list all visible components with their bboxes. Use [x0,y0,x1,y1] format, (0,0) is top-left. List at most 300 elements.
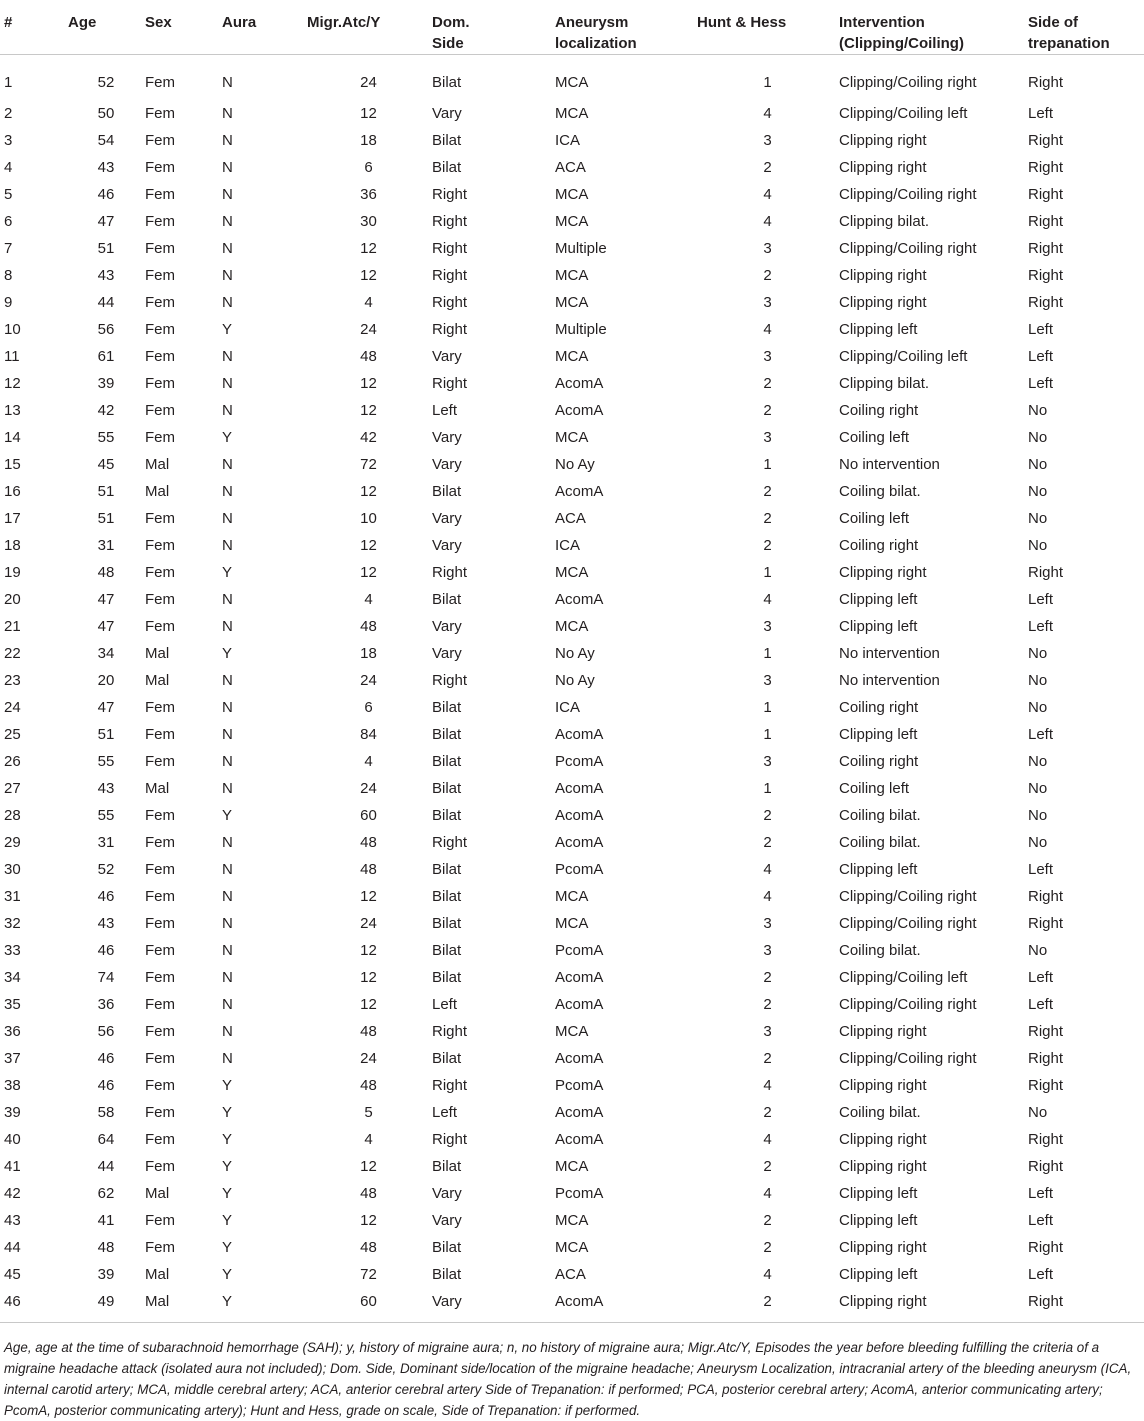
table-row [0,829,1144,856]
table-row [0,559,1144,586]
cell-sex: Fem [145,1104,175,1121]
cell-dominant-side: Right [432,375,468,392]
cell-dominant-side: Vary [432,456,462,473]
cell-migraine-attacks: 72 [360,1266,377,1283]
cell-aneurysm-localization: Multiple [555,240,607,257]
cell-aneurysm-localization: AcomA [555,402,604,419]
cell-intervention: Clipping right [839,1158,927,1175]
cell-trepanation-side: Right [1028,240,1064,257]
cell-number: 27 [4,780,21,797]
table-row [0,289,1144,316]
cell-migraine-attacks: 4 [364,591,373,608]
cell-dominant-side: Right [432,186,468,203]
cell-migraine-attacks: 4 [364,1131,373,1148]
cell-number: 17 [4,510,21,527]
cell-intervention: Clipping left [839,321,918,338]
cell-migraine-attacks: 12 [360,996,377,1013]
cell-intervention: Clipping left [839,1185,918,1202]
cell-migraine-attacks: 12 [360,888,377,905]
cell-aneurysm-localization: AcomA [555,1050,604,1067]
cell-trepanation-side: Left [1028,1266,1054,1283]
cell-aura: Y [222,1077,233,1094]
cell-migraine-attacks: 84 [360,726,377,743]
cell-aneurysm-localization: MCA [555,294,589,311]
cell-dominant-side: Right [432,1077,468,1094]
table-row [0,964,1144,991]
cell-intervention: No intervention [839,645,940,662]
cell-aneurysm-localization: AcomA [555,834,604,851]
cell-age: 20 [97,672,115,689]
cell-hunt-hess: 1 [763,645,772,662]
table-row [0,127,1144,154]
cell-aneurysm-localization: AcomA [555,996,604,1013]
header-age-label: Age [68,14,97,31]
table-row [0,1126,1144,1153]
header-cell-migraine-attacks [307,0,430,55]
cell-intervention: Clipping right [839,1239,927,1256]
table-row [0,586,1144,613]
cell-dominant-side: Vary [432,537,462,554]
table-row [0,1018,1144,1045]
cell-sex: Fem [145,429,175,446]
header-intervention-line1: Intervention [839,14,925,31]
cell-aneurysm-localization: AcomA [555,807,604,824]
cell-migraine-attacks: 4 [364,294,373,311]
cell-hunt-hess: 3 [763,942,772,959]
header-dominant-side-line2: Side [432,35,464,52]
cell-dominant-side: Bilat [432,159,462,176]
cell-trepanation-side: Right [1028,1158,1064,1175]
cell-sex: Fem [145,402,175,419]
cell-number: 11 [4,348,20,365]
cell-trepanation-side: No [1028,834,1048,851]
cell-migraine-attacks: 60 [360,807,377,824]
header-sex-label: Sex [145,14,172,31]
cell-aura: N [222,375,233,392]
header-trepanation-line2: trepanation [1028,35,1110,52]
cell-aneurysm-localization: MCA [555,618,589,635]
cell-number: 5 [4,186,13,203]
cell-trepanation-side: No [1028,645,1048,662]
cell-number: 36 [4,1023,21,1040]
cell-intervention: Coiling bilat. [839,807,921,824]
cell-sex: Fem [145,1023,175,1040]
cell-aneurysm-localization: AcomA [555,1288,697,1323]
cell-hunt-hess: 2 [763,267,772,284]
header-cell-age [67,0,145,55]
cell-trepanation-side: Right [1027,1288,1144,1323]
cell-number: 43 [4,1212,21,1229]
cell-aura: Y [222,564,233,581]
cell-age: 46 [97,1077,115,1094]
cell-aura: Y [222,1158,233,1175]
cell-intervention: Clipping/Coiling left [839,969,968,986]
cell-aura: Y [222,1104,233,1121]
cell-hunt-hess: 2 [763,537,772,554]
cell-trepanation-side: Left [1028,726,1054,743]
cell-age: 56 [97,321,115,338]
cell-hunt-hess: 3 [763,1023,772,1040]
cell-intervention: Clipping/Coiling right [839,186,977,203]
table-footnote: Age, age at the time of subarachnoid hemorrhage (SAH); y, history of migraine aura; n, no history of migraine aura; Migr.Atc/Y, Episodes the year before bleeding fulfilling the criteria of a migraine headache attack (isolated aura not included); Dom. Side, Dominant side/location of the migraine headache; Aneurysm Localization, intracranial artery of the bleeding aneurysm (ICA, internal carotid artery; MCA, middle cerebral artery; ACA, anterior cerebral artery Side of Trepanation: if performed; PCA, posterior cerebral artery; AcomA, anterior communicating artery; PcomA, posterior communicating artery); Hunt and Hess, grade on scale, Side of Trepanation: if performed. [4,1340,1132,1418]
cell-age: 51 [97,726,115,743]
cell-aura: N [222,456,233,473]
table-row [0,1180,1144,1207]
cell-number: 19 [4,564,21,581]
table-row [0,802,1144,829]
cell-dominant-side: Bilat [432,888,462,905]
cell-sex: Fem [145,753,175,770]
cell-aura: Y [222,321,233,338]
cell-dominant-side: Right [432,267,468,284]
cell-hunt-hess: 4 [763,1185,772,1202]
cell-number: 30 [4,861,21,878]
cell-trepanation-side: Left [1028,969,1054,986]
cell-trepanation-side: Left [1028,996,1054,1013]
cell-intervention: Clipping/Coiling right [839,73,977,91]
cell-migraine-attacks: 12 [360,402,377,419]
cell-number: 12 [4,375,21,392]
cell-number: 16 [4,483,21,500]
cell-trepanation-side: Left [1028,321,1054,338]
cell-migraine-attacks: 12 [360,483,377,500]
cell-hunt-hess: 4 [763,186,772,203]
cell-age: 61 [97,348,115,365]
cell-sex: Fem [145,969,175,986]
header-aneurysm-line1: Aneurysm [555,14,629,31]
header-migraine-attacks-label: Migr.Atc/Y [307,14,381,31]
cell-aneurysm-localization: MCA [555,915,589,932]
cell-dominant-side: Right [432,240,468,257]
cell-number: 41 [4,1158,21,1175]
cell-intervention: Clipping right [839,1077,927,1094]
cell-intervention: Clipping bilat. [839,375,930,392]
cell-intervention: Clipping right [839,564,927,581]
cell-intervention: Clipping left [839,726,918,743]
cell-sex: Fem [145,888,175,905]
cell-aneurysm-localization: MCA [555,1212,589,1229]
cell-trepanation-side: Left [1028,1212,1054,1229]
cell-trepanation-side: Right [1028,186,1064,203]
cell-age: 44 [97,1158,115,1175]
cell-intervention: Clipping left [839,861,918,878]
cell-aneurysm-localization: AcomA [555,591,604,608]
cell-number: 37 [4,1050,21,1067]
cell-trepanation-side: Right [1028,294,1064,311]
cell-intervention: Clipping/Coiling right [839,915,977,932]
cell-aura: Y [222,1212,233,1229]
cell-trepanation-side: Right [1028,73,1064,91]
cell-migraine-attacks: 12 [360,375,377,392]
header-cell-trepanation-side [1027,0,1144,55]
cell-intervention: Coiling bilat. [839,1104,921,1121]
cell-aneurysm-localization: MCA [555,429,589,446]
cell-age: 41 [97,1212,115,1229]
cell-migraine-attacks: 12 [360,942,377,959]
cell-age: 36 [97,996,115,1013]
table-row [0,235,1144,262]
table-row [0,1045,1144,1072]
cell-migraine-attacks: 24 [360,73,377,91]
cell-trepanation-side: Right [1028,1023,1064,1040]
cell-aura: N [222,348,233,365]
cell-number: 39 [4,1104,21,1121]
cell-dominant-side: Bilat [432,915,462,932]
header-aura-label: Aura [222,14,257,31]
cell-dominant-side: Vary [432,618,462,635]
header-row [0,0,1144,55]
cell-age: 64 [97,1131,115,1148]
cell-aura: N [222,996,233,1013]
cell-age: 44 [97,294,115,311]
cell-intervention: Coiling left [839,780,910,797]
cell-sex: Fem [145,1239,175,1256]
cell-dominant-side: Bilat [432,1266,462,1283]
table-row [0,181,1144,208]
cell-trepanation-side: Right [1028,1239,1064,1256]
cell-migraine-attacks: 48 [360,834,377,851]
header-trepanation-line1: Side of [1028,14,1079,31]
cell-age: 46 [97,186,115,203]
cell-migraine-attacks: 48 [360,1239,377,1256]
header-intervention-line2: (Clipping/Coiling) [839,35,964,52]
table-row [0,856,1144,883]
table-row [0,532,1144,559]
cell-intervention: Clipping/Coiling left [839,105,968,122]
cell-migraine-attacks: 42 [360,429,377,446]
cell-hunt-hess: 1 [763,456,772,473]
cell-number: 1 [4,73,13,91]
cell-age: 47 [97,618,115,635]
cell-sex: Fem [145,1077,175,1094]
cell-migraine-attacks: 48 [360,348,377,365]
cell-number: 18 [4,537,21,554]
table-row [0,343,1144,370]
table-row [0,721,1144,748]
cell-intervention: Clipping left [839,591,918,608]
cell-dominant-side: Bilat [432,699,462,716]
cell-age: 51 [97,483,115,500]
header-number-label: # [4,14,13,31]
cell-age: 47 [97,699,115,716]
cell-aura: N [222,726,233,743]
cell-aneurysm-localization: PcomA [555,1185,604,1202]
cell-number: 9 [4,294,13,311]
cell-intervention: Coiling right [839,537,919,554]
cell-dominant-side: Right [432,294,468,311]
cell-aura: Y [222,645,233,662]
cell-sex: Mal [145,780,170,797]
cell-number: 4 [4,159,13,176]
cell-number: 45 [4,1266,21,1283]
cell-dominant-side: Left [432,402,458,419]
cell-aura: Y [222,1266,233,1283]
cell-number: 20 [4,591,21,608]
cell-number: 28 [4,807,21,824]
cell-dominant-side: Left [432,1104,458,1121]
cell-aura: N [222,888,233,905]
cell-aneurysm-localization: No Ay [555,645,595,662]
cell-trepanation-side: Left [1028,618,1054,635]
cell-number: 46 [0,1288,67,1323]
cell-dominant-side: Bilat [432,132,462,149]
cell-hunt-hess: 3 [763,294,772,311]
cell-trepanation-side: No [1028,510,1048,527]
cell-intervention: Clipping/Coiling right [839,996,977,1013]
cell-aura: N [222,861,233,878]
cell-aura: N [222,159,233,176]
cell-number: 23 [4,672,21,689]
cell-trepanation-side: Right [1028,132,1064,149]
cell-sex: Fem [145,915,175,932]
cell-intervention: Coiling bilat. [839,942,921,959]
cell-migraine-attacks: 18 [360,132,377,149]
cell-trepanation-side: Left [1028,1185,1054,1202]
cell-trepanation-side: No [1028,429,1048,446]
cell-aneurysm-localization: AcomA [555,1131,604,1148]
cell-aneurysm-localization: No Ay [555,672,595,689]
cell-trepanation-side: Right [1028,1050,1064,1067]
cell-trepanation-side: Right [1028,267,1064,284]
table-row [0,1261,1144,1288]
cell-number: 22 [4,645,21,662]
cell-age: 58 [97,1104,115,1121]
cell-aneurysm-localization: MCA [555,348,589,365]
table-row [0,694,1144,721]
cell-aura: N [222,294,233,311]
cell-aura: N [222,780,233,797]
cell-number: 35 [4,996,21,1013]
cell-number: 7 [4,240,13,257]
header-dominant-side-line1: Dom. [432,14,470,31]
cell-hunt-hess: 2 [763,159,772,176]
cell-trepanation-side: No [1028,807,1048,824]
cell-number: 6 [4,213,13,230]
cell-aneurysm-localization: AcomA [555,375,604,392]
cell-aneurysm-localization: MCA [555,267,589,284]
cell-trepanation-side: No [1028,456,1048,473]
cell-trepanation-side: No [1028,1104,1048,1121]
cell-dominant-side: Bilat [432,1158,462,1175]
cell-intervention: No intervention [839,456,940,473]
cell-trepanation-side: Right [1028,888,1064,905]
cell-intervention: No intervention [839,672,940,689]
cell-aura: N [222,1023,233,1040]
cell-sex: Fem [145,861,175,878]
cell-age: 49 [67,1288,145,1323]
cell-hunt-hess: 3 [763,753,772,770]
cell-dominant-side: Bilat [432,591,462,608]
cell-aura: N [222,213,233,230]
cell-migraine-attacks: 6 [364,159,373,176]
cell-aura: N [222,186,233,203]
cell-trepanation-side: Right [1028,564,1064,581]
cell-sex: Fem [145,267,175,284]
table-row [0,991,1144,1018]
cell-trepanation-side: Left [1028,105,1054,122]
header-cell-sex [145,0,222,55]
cell-sex: Mal [145,645,170,662]
table-row [0,937,1144,964]
cell-migraine-attacks: 72 [360,456,377,473]
cell-dominant-side: Vary [432,105,462,122]
cell-hunt-hess: 2 [763,1212,772,1229]
cell-dominant-side: Bilat [432,780,462,797]
cell-sex: Mal [145,1288,222,1323]
cell-aneurysm-localization: MCA [555,1239,589,1256]
cell-trepanation-side: Right [1028,159,1064,176]
cell-age: 42 [97,402,115,419]
cell-aura: N [222,915,233,932]
cell-sex: Fem [145,1131,175,1148]
cell-aneurysm-localization: ACA [555,510,586,527]
cell-trepanation-side: No [1028,402,1048,419]
cell-intervention: Clipping/Coiling right [839,1050,977,1067]
cell-hunt-hess: 2 [763,1050,772,1067]
cell-aura: N [222,618,233,635]
cell-intervention: Clipping right [839,132,927,149]
cell-sex: Fem [145,618,175,635]
cell-migraine-attacks: 12 [360,564,377,581]
cell-intervention: Clipping right [838,1288,1027,1323]
cell-migraine-attacks: 10 [360,510,377,527]
cell-dominant-side: Right [432,834,468,851]
cell-dominant-side: Vary [432,645,462,662]
cell-migraine-attacks: 12 [360,537,377,554]
cell-sex: Fem [145,510,175,527]
cell-trepanation-side: Left [1028,348,1054,365]
cell-hunt-hess: 2 [763,402,772,419]
cell-intervention: Coiling right [839,402,919,419]
cell-age: 34 [97,645,115,662]
cell-intervention: Coiling left [839,510,910,527]
cell-dominant-side: Right [432,1131,468,1148]
cell-dominant-side: Right [432,213,468,230]
header-cell-hunt-hess [697,0,838,55]
cell-age: 62 [97,1185,115,1202]
cell-number: 33 [4,942,21,959]
cell-trepanation-side: No [1028,942,1048,959]
cell-aneurysm-localization: No Ay [555,456,595,473]
table-body [0,55,1144,1323]
cell-sex: Fem [145,726,175,743]
table-row [0,667,1144,694]
cell-trepanation-side: No [1028,753,1048,770]
cell-dominant-side: Vary [432,348,462,365]
table-row [0,1099,1144,1126]
table-row [0,883,1144,910]
cell-hunt-hess: 2 [763,1158,772,1175]
cell-age: 55 [97,753,115,770]
cell-sex: Fem [145,294,175,311]
cell-hunt-hess: 2 [763,375,772,392]
cell-dominant-side: Right [432,1023,468,1040]
cell-aneurysm-localization: ICA [555,699,581,716]
table-row [0,55,1144,101]
cell-sex: Fem [145,186,175,203]
cell-sex: Fem [145,348,175,365]
cell-hunt-hess: 2 [763,483,772,500]
cell-age: 46 [97,888,115,905]
cell-migraine-attacks: 12 [360,105,377,122]
cell-hunt-hess: 4 [763,1131,772,1148]
cell-dominant-side: Bilat [432,969,462,986]
cell-trepanation-side: Right [1028,1131,1064,1148]
cell-trepanation-side: No [1028,672,1048,689]
header-cell-number [0,0,67,55]
cell-trepanation-side: No [1028,537,1048,554]
cell-sex: Fem [145,132,175,149]
